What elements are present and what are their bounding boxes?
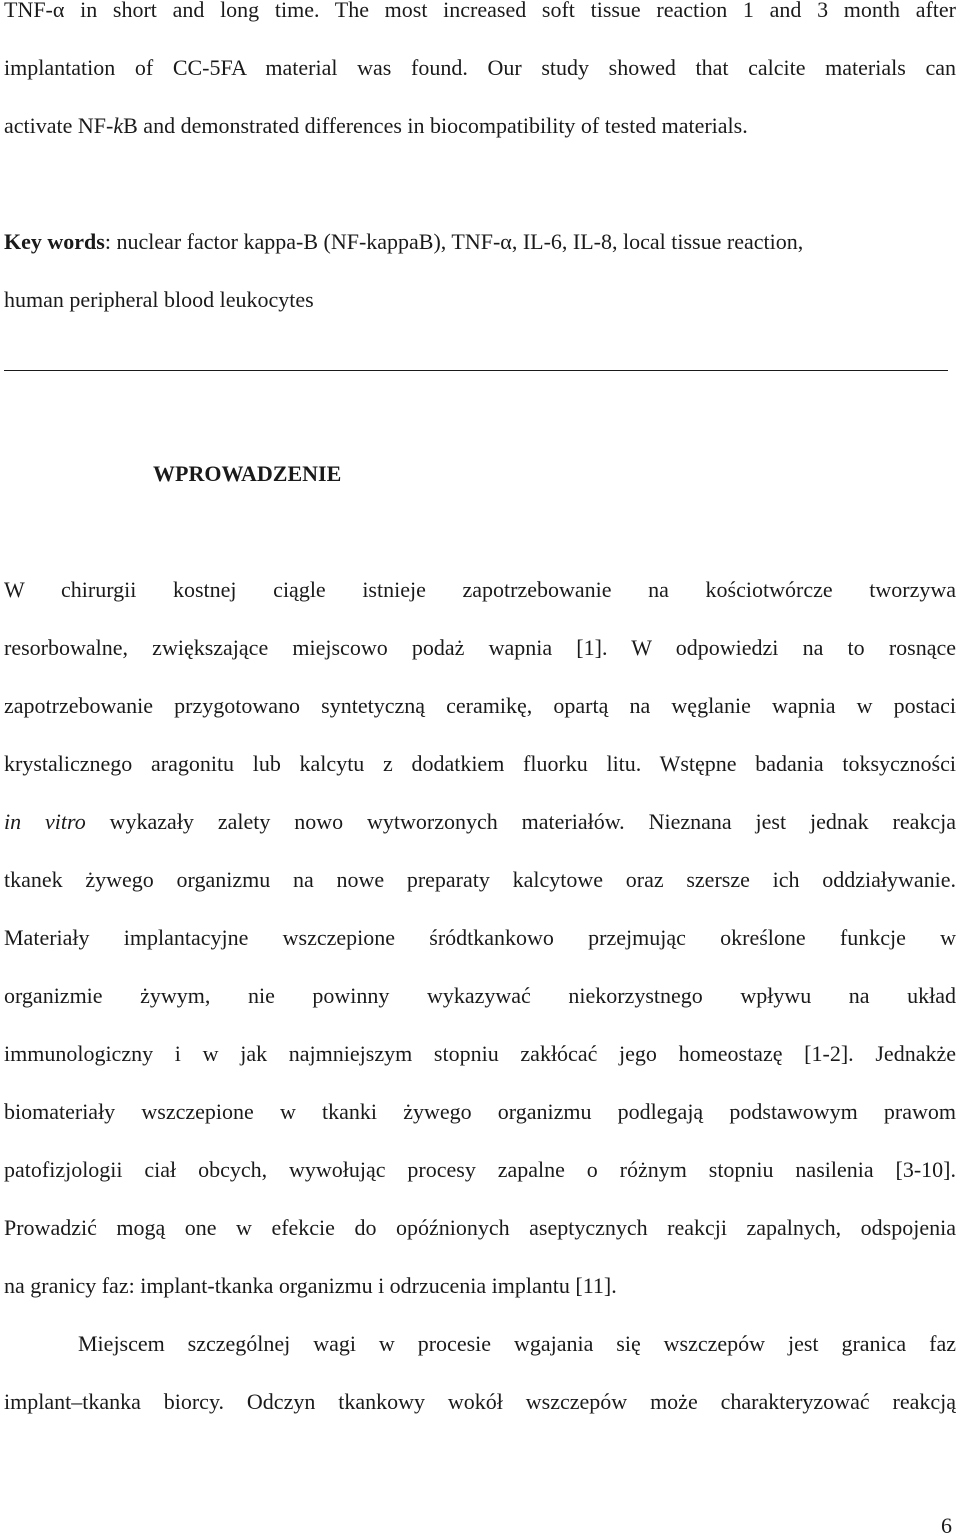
section-divider [4,370,948,371]
body-line-12: Prowadzić mogą one w efekcie do opóźnionych aseptycznych reakcji zapalnych, odspojenia [4,1215,956,1240]
body-line-10: biomateriały wszczepione w tkanki żywego organizmu podlegają podstawowym prawom [4,1099,956,1124]
body-line-3: zapotrzebowanie przygotowano syntetyczną ceramikę, opartą na węglanie wapnia w postaci [4,693,956,718]
body-line-15: implant–tkanka biorcy. Odczyn tkankowy wokół wszczepów może charakteryzować reakcją [4,1389,956,1414]
abstract-line-3-italic: k [113,113,124,138]
body-line-14: Miejscem szczególnej wagi w procesie wgajania się wszczepów jest granica faz [78,1331,956,1356]
body-line-1: W chirurgii kostnej ciągle istnieje zapotrzebowanie na kościotwórcze tworzywa [4,577,956,602]
body-line-5 [4,808,956,836]
body-line-6: tkanek żywego organizmu na nowe preparaty kalcytowe oraz szersze ich oddziaływanie. [4,867,956,892]
body-line-11: patofizjologii ciał obcych, wywołując procesy zapalne o różnym stopniu nasilenia [3-10]. [4,1157,956,1182]
abstract-line-3-pre: activate NF- [4,113,114,138]
keywords-label: Key words [4,229,105,254]
body-line-7: Materiały implantacyjne wszczepione śródtkankowo przejmując określone funkcje w [4,925,956,950]
body-line-5-italic: in vitro [4,809,86,834]
body-line-13: na granicy faz: implant-tkanka organizmu i odrzucenia implantu [11]. [4,1273,617,1298]
keywords-line-1 [4,228,956,256]
body-line-9: immunologiczny i w jak najmniejszym stopniu zakłócać jego homeostazę [1-2]. Jednakże [4,1041,956,1066]
keywords-line-2: human peripheral blood leukocytes [4,287,314,312]
section-heading: WPROWADZENIE [153,461,342,486]
abstract-line-3 [4,112,956,140]
body-line-4: krystalicznego aragonitu lub kalcytu z dodatkiem fluorku litu. Wstępne badania toksyczności [4,751,956,776]
abstract-line-1: TNF-α in short and long time. The most increased soft tissue reaction 1 and 3 month after [4,0,956,22]
body-line-2: resorbowalne, zwiększające miejscowo podaż wapnia [1]. W odpowiedzi na to rosnące [4,635,956,660]
body-line-8: organizmie żywym, nie powinny wykazywać niekorzystnego wpływu na układ [4,983,956,1008]
abstract-line-2: implantation of CC-5FA material was found. Our study showed that calcite materials can [4,55,956,80]
abstract-line-3-post: B and demonstrated differences in biocompatibility of tested materials. [123,113,748,138]
body-line-5-rest: wykazały zalety nowo wytworzonych materiałów. Nieznana jest jednak reakcja [85,809,956,834]
keywords-text-1: : nuclear factor kappa-B (NF-kappaB), TNF-α, IL-6, IL-8, local tissue reaction, [104,229,804,254]
page-number: 6 [941,1513,952,1538]
